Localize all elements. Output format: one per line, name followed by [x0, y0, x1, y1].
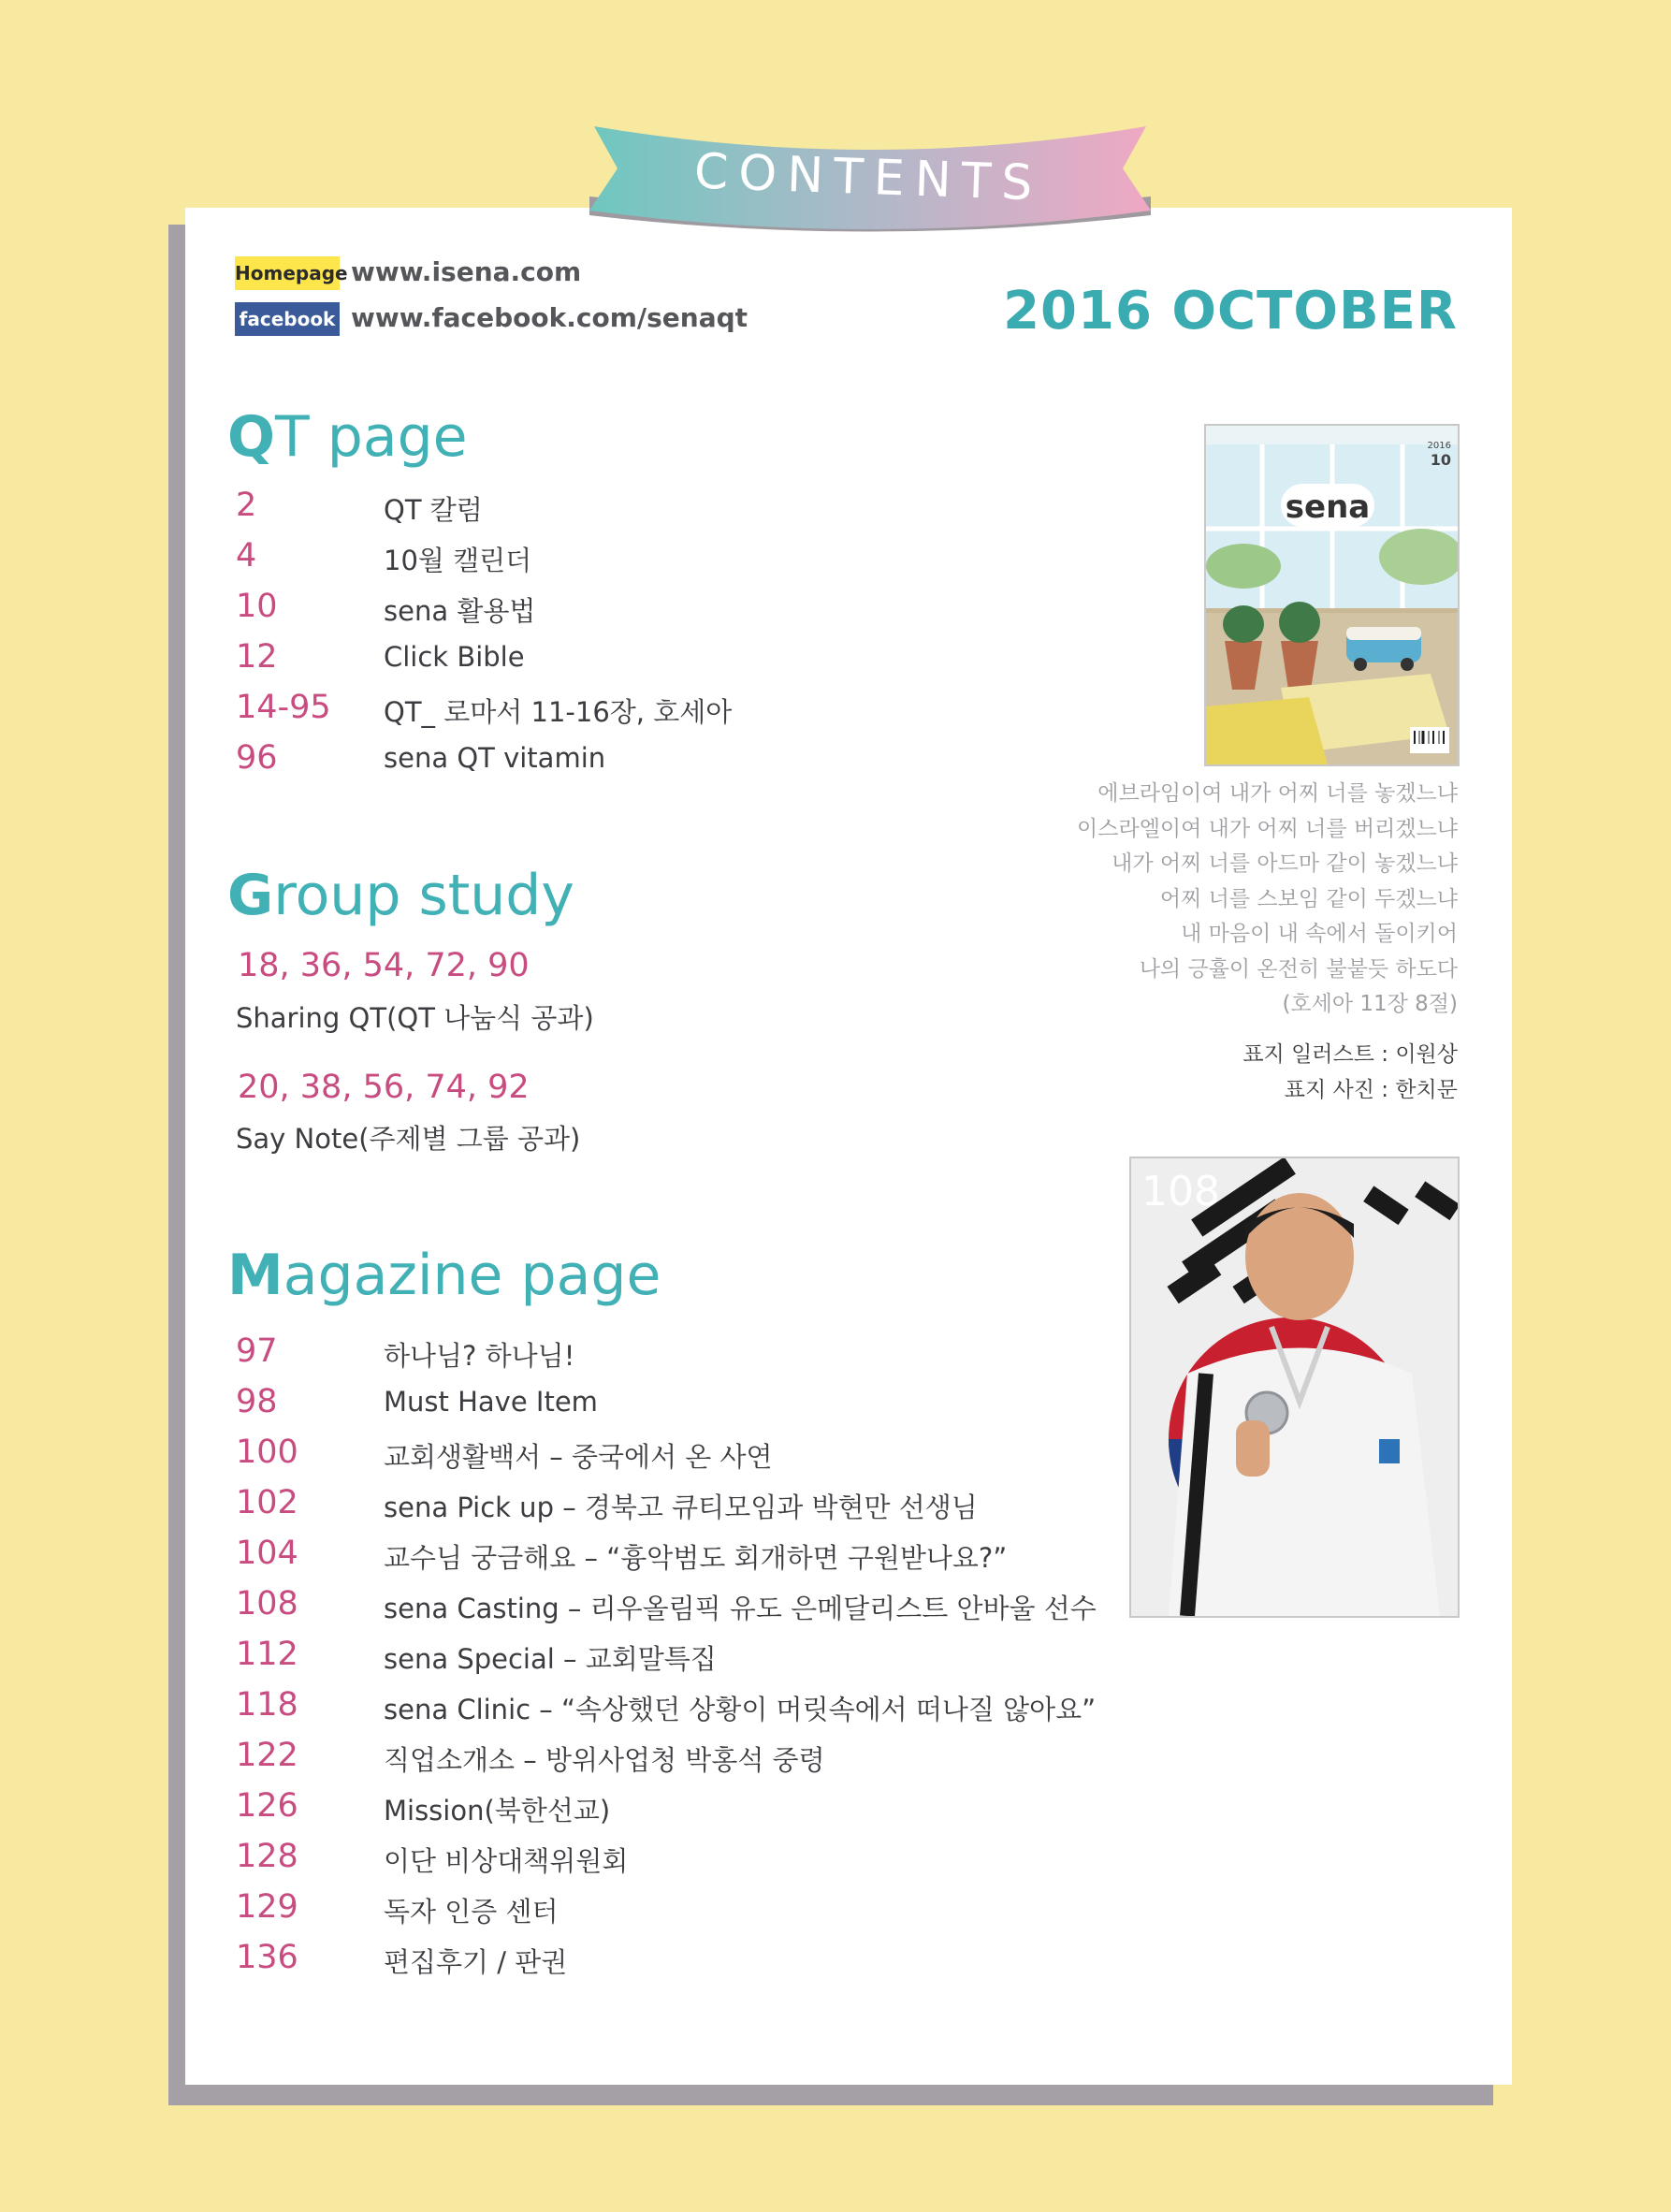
- facebook-link[interactable]: www.facebook.com/senaqt: [351, 302, 748, 333]
- magazine-item-page: 129: [236, 1888, 298, 1926]
- facebook-badge: facebook: [235, 302, 340, 336]
- qt-item-page: 10: [236, 588, 278, 625]
- magazine-item-title: sena Special – 교회말특집: [384, 1643, 717, 1675]
- magazine-item-page: 126: [236, 1787, 298, 1825]
- homepage-badge: Homepage: [235, 256, 340, 290]
- verse-line: 어찌 너를 스보임 같이 두겠느냐: [1159, 886, 1458, 911]
- magazine-item-title: 편집후기 / 판권: [384, 1946, 568, 1978]
- magazine-item-title: sena Clinic – “속상했던 상황이 머릿속에서 떠나질 않아요”: [384, 1694, 1097, 1725]
- group-title-rest: roup study: [273, 863, 574, 928]
- qt-item-title: QT_ 로마서 11-16장, 호세아: [384, 696, 733, 728]
- magazine-item-title: 하나님? 하나님!: [384, 1340, 575, 1372]
- qt-item-page: 96: [236, 739, 278, 777]
- cover-credits: [1242, 1037, 1458, 1108]
- credit-illustration: 표지 일러스트 : 이원상: [1242, 1042, 1458, 1067]
- magazine-item-page: 128: [236, 1838, 298, 1875]
- qt-item-title: 10월 캘린더: [384, 545, 532, 576]
- magazine-item-page: 108: [236, 1585, 298, 1623]
- magazine-item-title: sena Pick up – 경북고 큐티모임과 박현만 선생님: [384, 1492, 978, 1523]
- magazine-item-title: 직업소개소 – 방위사업청 박홍석 중령: [384, 1744, 825, 1776]
- magazine-item-page: 104: [236, 1535, 298, 1572]
- verse-line: 내 마음이 내 속에서 돌이키어: [1181, 922, 1458, 946]
- magazine-item-page: 118: [236, 1686, 298, 1724]
- magazine-item-page: 112: [236, 1636, 298, 1673]
- qt-item-title: sena 활용법: [384, 595, 536, 627]
- magazine-item-title: sena Casting – 리우올림픽 유도 은메달리스트 안바울 선수: [384, 1593, 1097, 1624]
- group-title-cap: G: [227, 863, 274, 928]
- magazine-item-title: Must Have Item: [384, 1386, 598, 1418]
- group-item-pages: 20, 38, 56, 74, 92: [238, 1069, 530, 1106]
- qt-item-page: 4: [236, 537, 257, 575]
- cover-logo: sena: [1285, 488, 1371, 526]
- magazine-item-title: 이단 비상대책위원회: [384, 1845, 629, 1877]
- feature-page-number: 108: [1141, 1168, 1220, 1215]
- magazine-item-page: 136: [236, 1939, 298, 1976]
- verse-line: 나의 긍휼이 온전히 불붙듯 하도다: [1139, 956, 1458, 982]
- magazine-item-page: 122: [236, 1737, 298, 1774]
- qt-item-page: 14-95: [236, 689, 331, 726]
- feature-illustration: [1131, 1158, 1458, 1616]
- cover-image[interactable]: [1204, 424, 1460, 766]
- magazine-item-page: 100: [236, 1433, 298, 1471]
- group-item-pages: 18, 36, 54, 72, 90: [238, 947, 530, 984]
- magazine-item-page: 97: [236, 1332, 278, 1370]
- cover-verse: [971, 777, 1458, 1023]
- group-section-title: [227, 863, 574, 928]
- qt-item-title: sena QT vitamin: [384, 742, 606, 774]
- qt-item-title: QT 칼럼: [384, 494, 483, 526]
- qt-item-page: 2: [236, 487, 257, 524]
- magazine-section-title: [227, 1243, 661, 1308]
- homepage-link[interactable]: www.isena.com: [351, 256, 582, 287]
- qt-title-cap: Q: [227, 404, 276, 470]
- magazine-item-page: 98: [236, 1383, 278, 1420]
- verse-line: 이스라엘이여 내가 어찌 너를 버리겠느냐: [1077, 816, 1458, 841]
- qt-item-title: Click Bible: [384, 641, 525, 673]
- contents-title: CONTENTS: [693, 143, 1044, 212]
- magazine-title-cap: M: [227, 1243, 283, 1308]
- feature-photo[interactable]: [1129, 1157, 1460, 1618]
- magazine-item-title: 교회생활백서 – 중국에서 온 사연: [384, 1441, 773, 1473]
- issue-date: 2016 OCTOBER: [1003, 281, 1458, 342]
- magazine-item-page: 102: [236, 1484, 298, 1521]
- group-item-title[interactable]: Say Note(주제별 그룹 공과): [236, 1123, 581, 1155]
- cover-illustration: [1206, 426, 1458, 764]
- magazine-item-title: 독자 인증 센터: [384, 1896, 559, 1928]
- magazine-item-title: 교수님 궁금해요 – “흉악범도 회개하면 구원받나요?”: [384, 1542, 1008, 1574]
- qt-section-title: [227, 404, 468, 470]
- group-item-title[interactable]: Sharing QT(QT 나눔식 공과): [236, 1002, 594, 1034]
- verse-line: 에브라임이여 내가 어찌 너를 놓겠느냐: [1097, 781, 1458, 806]
- credit-photo: 표지 사진 : 한치문: [1284, 1078, 1458, 1102]
- qt-title-rest: T page: [275, 404, 468, 470]
- qt-item-page: 12: [236, 638, 278, 676]
- cover-month: 10: [1430, 451, 1451, 469]
- verse-reference: (호세아 11장 8절): [1282, 992, 1458, 1016]
- verse-line: 내가 어찌 너를 아드마 같이 놓겠느냐: [1112, 851, 1458, 876]
- cover-year: 2016: [1427, 441, 1451, 451]
- magazine-item-title: Mission(북한선교): [384, 1795, 611, 1826]
- magazine-title-rest: agazine page: [283, 1243, 661, 1308]
